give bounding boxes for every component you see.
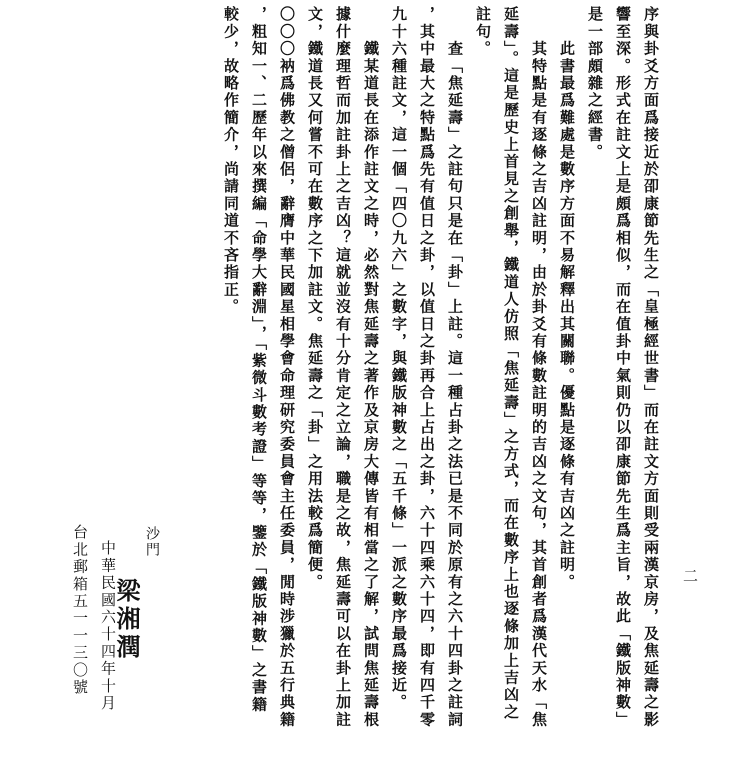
signature-name: 梁湘潤 [112,578,141,662]
text-column-2: 響至深。形式在註文上是頗爲相似，而在值卦中氣則仍以卲康節先生爲主旨，故此「鐵版神數」 [614,6,632,729]
text-column-6: 延壽」。這是歷史上首見之創舉，鐵道人仿照「焦延壽」之方式，而在數序上也逐條加上吉凶之 [502,6,520,721]
text-column-14: 〇〇〇衲爲佛教之僧侶，辭膺中華民國星相學會命理研究委員會主任委員，閒時涉獵於五行典籍 [278,6,296,729]
text-column-11: 鐵某道長在添作註文之時，必然對焦延壽之著作及京房大傳皆有相當之了解，試問焦延壽根 [362,6,380,729]
signature-address: 台北郵箱五一一三〇號 [71,524,89,696]
signature-date: 中華民國六十四年十月 [99,540,117,712]
page-number: 二 [681,568,699,586]
text-column-9: ，其中最大之特點爲先有值日之卦，以值日之卦再合上占出之卦，六十四乘六十四，即有四千零 [418,6,436,729]
text-column-5: 其特點是有逐條之吉凶註明，由於卦爻有條數註明的吉凶之文句，其首創者爲漢代天水「焦 [530,6,548,729]
text-column-13: 文，鐵道長又何嘗不可在數序之下加註文。焦延壽之「卦」之用法較爲簡便。 [306,6,324,591]
text-column-8: 查「焦延壽」之註句只是在「卦」上註。這一種占卦之法已是不同於原有之六十四卦之註詞 [446,6,464,729]
text-column-3: 是一部頗雜之經書。 [586,6,604,161]
text-column-1: 序與卦爻方面爲接近於卲康節先生之「皇極經世書」而在註文方面則受兩漢京房，及焦延壽之影 [642,6,660,729]
text-column-4: 此書最爲難處是數序方面不易解釋出其關聯。優點是逐條有吉凶之註明。 [558,6,576,591]
text-column-16: 較少，故略作簡介，尚請同道不吝指正。 [222,6,240,316]
text-column-7: 註句。 [474,6,492,58]
signature-role: 沙門 [144,526,160,559]
text-column-10: 九十六種註文，這一個「四〇九六」之數字，與鐵版神數之「五千條」一派之數序最爲接近。 [390,6,408,712]
text-column-15: ，粗知一、二歷年以來撰編「命學大辭淵」，「紫微斗數考證」等等，鑒於「鐵版神數」之書籍 [250,6,268,714]
text-column-12: 據什麼理哲而加註卦上之吉凶？這就並沒有十分肯定之立論，職是之故，焦延壽可以在卦上加註 [334,6,352,729]
